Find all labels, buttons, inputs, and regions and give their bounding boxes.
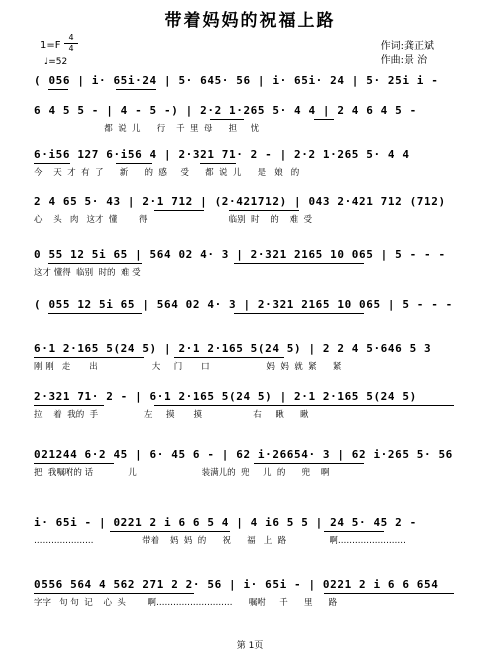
notes-line: 6·1 2·165 5(24 5) | 2·1 2·165 5(24 5) | 2 2 4 5·646 5 3 bbox=[34, 342, 432, 355]
notes-line: 021244 6·2 45 | 6· 45 6 ‑ | 62 i·26654· 3 | 62 i·265 5· 56 bbox=[34, 448, 453, 461]
notes-line: 2·321 71· 2 ‑ | 6·1 2·165 5(24 5) | 2·1 2·165 5(24 5) bbox=[34, 390, 417, 403]
lyrics-line: 刚 刚 走 出 大 门 口 妈 妈 就 紧 紧 bbox=[34, 362, 342, 372]
song-title: 带着妈妈的祝福上路 bbox=[164, 11, 336, 31]
lyrics-line: 拉 着 我的 手 左 摸 摸 右 瞅 瞅 bbox=[34, 410, 309, 420]
notes-line: ( 056 | i· 65i·24 | 5· 645· 56 | i· 65i· 24 | 5· 25i i ‑ bbox=[34, 74, 439, 87]
page-number: 第 1页 bbox=[236, 641, 264, 651]
notes-line: 6 4 5 5 ‑ | 4 ‑ 5 ‑) | 2·2 1·265 5· 4 4 | 2 4 6 4 5 ‑ bbox=[34, 104, 417, 117]
lyrics-line: 今 天 才 有 了 新 的 感 受 都 说 儿 是 娘 的 bbox=[34, 168, 300, 178]
lyrics-line: 都 说 儿 行 千 里 母 担 忧 bbox=[34, 124, 260, 134]
notes-line: i· 65i ‑ | 0221 2 i 6 6 5 4 | 4 i6 5 5 | 24 5· 45 2 ‑ bbox=[34, 516, 417, 529]
notes-line: 6·i56 127 6·i56 4 | 2·321 71· 2 ‑ | 2·2 1·265 5· 4 4 bbox=[34, 148, 410, 161]
lyrics-line: 把 我嘱咐的 话 儿 装满儿的 兜 儿 的 兜 啊 bbox=[34, 468, 330, 478]
time-signature-top: 4 bbox=[68, 33, 74, 42]
lyrics-line: 这才 懂得 临别 时的 难 受 bbox=[34, 268, 141, 278]
tempo-marking: ♩=52 bbox=[44, 57, 68, 67]
notes-line: ( 055 12 5i 65 | 564 02 4· 3 | 2·321 2165 10 065 | 5 ‑ ‑ ‑ bbox=[34, 298, 453, 311]
lyrics-line: ………………… 带着 妈 妈 的 祝 福 上 路 啊…………………… bbox=[34, 536, 406, 546]
notes-line: 0556 564 4 562 271 2 2· 56 | i· 65i ‑ | 0221 2 i 6 6 654 bbox=[34, 578, 439, 591]
notes-line: 2 4 65 5· 43 | 2·1 712 | (2·421712) | 043 2·421 712 (712) bbox=[34, 195, 446, 208]
credits bbox=[381, 40, 434, 68]
key-signature: 1=F bbox=[40, 40, 61, 51]
time-signature bbox=[64, 33, 78, 54]
lyrics-line: 字字 句 句 记 心 头 啊……………………… 嘱咐 千 里 路 bbox=[34, 598, 338, 608]
time-signature-bottom: 4 bbox=[64, 43, 78, 54]
composer: 作曲:景 治 bbox=[380, 55, 428, 66]
lyrics-line: 心 头 肉 这才 懂 得 临别 时 的 难 受 bbox=[34, 215, 313, 225]
notes-line: 0 55 12 5i 65 | 564 02 4· 3 | 2·321 2165 10 065 | 5 ‑ ‑ ‑ bbox=[34, 248, 446, 261]
lyricist: 作词:龚正斌 bbox=[380, 41, 434, 52]
